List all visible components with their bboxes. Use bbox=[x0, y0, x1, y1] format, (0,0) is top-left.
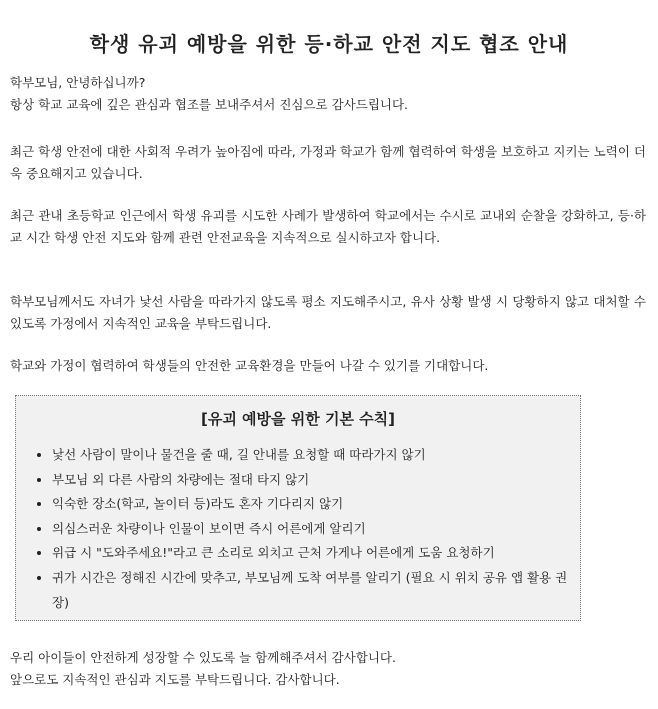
body-paragraph: 학교와 가정이 협력하여 학생들의 안전한 교육환경을 만들어 나갈 수 있기를 기대합니다. bbox=[10, 358, 489, 373]
body-paragraph: 최근 관내 초등학교 인근에서 학생 유괴를 시도한 사례가 발생하여 학교에서는 수시로 교내외 순찰을 강화하고, 등·하교 시간 학생 안전 지도와 함께 관련 안전교육을 지속적으로 실시하고자 합니다. bbox=[10, 208, 646, 245]
rule-item: • 귀가 시간은 정해진 시간에 맞추고, 부모님께 도착 여부를 알리기 (필요 시 위치 공유 앱 활용 권장) bbox=[52, 566, 580, 615]
greeting-paragraph: 학부모님, 안녕하십니까? 항상 학교 교육에 깊은 관심과 협조를 보내주셔서 진심으로 감사드립니다. bbox=[10, 75, 409, 112]
rule-item: • 낯선 사람이 말이나 물건을 줄 때, 길 안내를 요청할 때 따라가지 않기 bbox=[52, 443, 580, 468]
rules-list bbox=[16, 443, 580, 615]
document-title: 학생 유괴 예방을 위한 등·하교 안전 지도 협조 안내 bbox=[89, 32, 569, 56]
rules-box-title: [유괴 예방을 위한 기본 수칙] bbox=[201, 410, 395, 428]
closing-paragraph: 우리 아이들이 안전하게 성장할 수 있도록 늘 함께해주셔서 감사합니다. 앞으로도 지속적인 관심과 지도를 부탁드립니다. 감사합니다. bbox=[10, 650, 396, 687]
rule-item: • 부모님 외 다른 사람의 차량에는 절대 타지 않기 bbox=[52, 468, 580, 493]
rules-box bbox=[15, 395, 581, 621]
body-paragraph: 학부모님께서도 자녀가 낯선 사람을 따라가지 않도록 평소 지도해주시고, 유사 상황 발생 시 당황하지 않고 대처할 수 있도록 가정에서 지속적인 교육을 부탁드립니다. bbox=[10, 294, 646, 331]
rule-item: • 익숙한 장소(학교, 놀이터 등)라도 혼자 기다리지 않기 bbox=[52, 492, 580, 517]
body-paragraph: 최근 학생 안전에 대한 사회적 우려가 높아짐에 따라, 가정과 학교가 함께 협력하여 학생을 보호하고 지키는 노력이 더욱 중요해지고 있습니다. bbox=[10, 144, 646, 181]
rule-item: • 의심스러운 차량이나 인물이 보이면 즉시 어른에게 알리기 bbox=[52, 517, 580, 542]
rule-item: • 위급 시 "도와주세요!"라고 큰 소리로 외치고 근처 가게나 어른에게 도움 요청하기 bbox=[52, 541, 580, 566]
